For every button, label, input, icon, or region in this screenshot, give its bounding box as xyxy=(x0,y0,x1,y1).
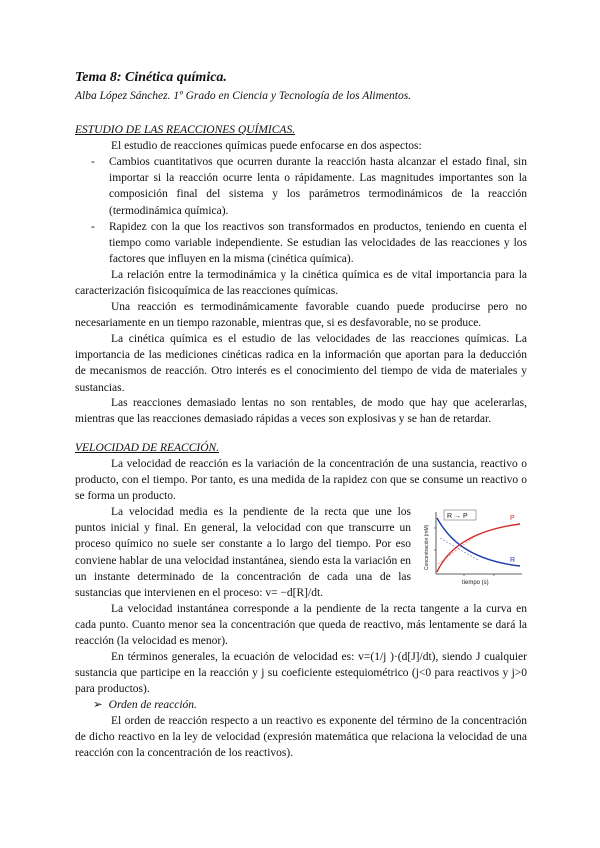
concentration-time-figure xyxy=(418,508,526,586)
bullet-marker: - xyxy=(91,156,95,168)
tangent-line xyxy=(438,534,478,564)
paragraph-intro: El estudio de reacciones químicas puede enfocarse en dos aspectos: xyxy=(111,140,422,152)
paragraph: La relación entre la termodinámica y la cinética química es de vital importancia para la caracterización fisicoquímica de las reacciones químicas. xyxy=(75,269,527,298)
paragraph: La cinética química es el estudio de las velocidades de las reacciones químicas. La importancia de las mediciones cinéticas radica en la información que aportan para la deducción de mecanismos de reacción. Otro interés es el conocimiento del tiempo de vida de materiales y sustancias. xyxy=(75,333,527,394)
reactant-label: R xyxy=(510,557,516,564)
paragraph: El orden de reacción respecto a un reactivo es exponente del término de la concentración de dicho reactivo en la ley de velocidad (expresión matemática que relaciona la velocidad de una reacción con la concentración de los reactivos). xyxy=(75,715,527,760)
tangent-line xyxy=(440,538,478,560)
section-heading-rate: VELOCIDAD DE REACCIÓN. xyxy=(75,442,220,454)
bullet-text: Cambios cuantitativos que ocurren durante la reacción hasta alcanzar el estado final, sin importar si la reacción ocurre lenta o rápidamente. Las magnitudes importantes son la composición final del sistema y los parámetros termodinámicos de la reacción (termodinámica química). xyxy=(109,156,527,217)
bullet-text: Rapidez con la que los reactivos son transformados en productos, teniendo en cuenta el tiempo como variable independiente. Se estudian las velocidades de las reacciones y los factores que influyen en la misma (cinética química). xyxy=(109,221,527,266)
paragraph-with-figure: La velocidad media es la pendiente de la recta que une los puntos inicial y final. En general, la velocidad con que transcurre un proceso químico no suele ser constante a lo largo del tiempo. Por eso conviene hablar de una velocidad instantánea, siendo esta la variación en un instante determinado de la concentración de cada una de las sustancias que intervienen en el proceso: v= −d[R]/dt. xyxy=(75,506,411,600)
x-axis-label: tiempo (s) xyxy=(462,580,489,586)
subheading-reaction-order xyxy=(93,697,197,711)
arrow-bullet-icon: ➢ xyxy=(93,699,103,711)
product-label: P xyxy=(510,515,515,522)
bullet-marker: - xyxy=(91,221,95,233)
paragraph: En términos generales, la ecuación de velocidad es: v=(1/j )·(d[J]/dt), siendo J cualquier sustancia que participe en la reacción y j su coeficiente estequiométrico (j<0 para reactivos y j>0 para productos). xyxy=(75,651,527,696)
paragraph: Las reacciones demasiado lentas no son rentables, de modo que hay que acelerarlas, mientras que las reacciones demasiado rápidas a veces son explosivas y se han de retardar. xyxy=(75,397,527,426)
section-heading-reactions: ESTUDIO DE LAS REACCIONES QUÍMICAS. xyxy=(75,124,296,136)
list-item xyxy=(91,154,527,220)
y-axis-label: Concentración (mM) xyxy=(424,524,430,570)
concentration-graph xyxy=(418,508,526,586)
document-title: Tema 8: Cinética química. xyxy=(75,70,227,85)
reactant-curve xyxy=(437,518,520,566)
document-subtitle: Alba López Sánchez. 1º Grado en Ciencia y Tecnología de los Alimentos. xyxy=(75,90,412,102)
paragraph: La velocidad instantánea corresponde a la pendiente de la recta tangente a la curva en cada punto. Cuanto menor sea la concentración que queda de reactivo, más lentamente se dará la reacción (la velocidad es menor). xyxy=(75,603,527,648)
paragraph: La velocidad de reacción es la variación de la concentración de una sustancia, reactivo o producto, con el tiempo. Por tanto, es una medida de la rapidez con que se consume un reactivo o se forma un producto. xyxy=(75,458,527,503)
paragraph: Una reacción es termodinámicamente favorable cuando puede producirse pero no necesariamente en un tiempo razonable, mientras que, si es desfavorable, no se produce. xyxy=(75,301,527,330)
subheading-text: Orden de reacción. xyxy=(108,699,197,711)
legend-text: R → P xyxy=(447,513,468,520)
list-item xyxy=(91,219,527,269)
